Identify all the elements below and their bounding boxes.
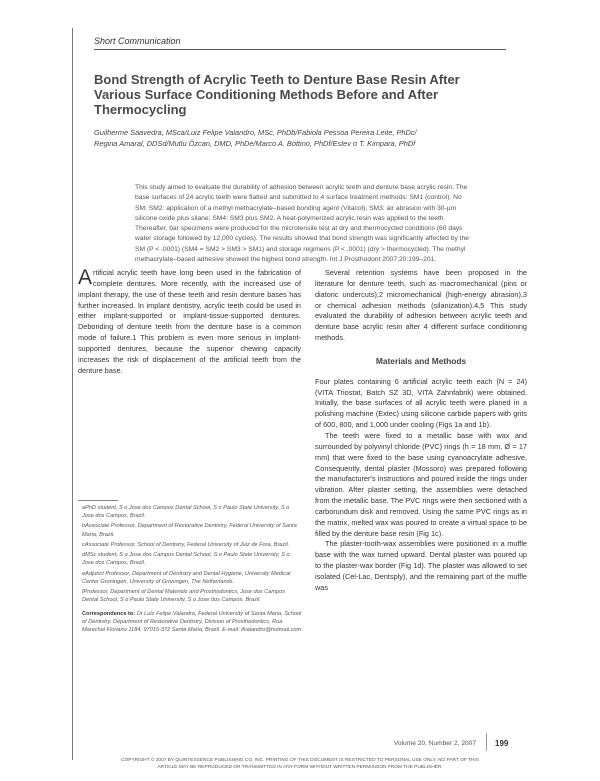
footnote: fProfessor, Department of Dental Materials and Prosthodontics, Jose dos Campos Dental School, S o Paulo State University, S o Jose dos Campos, Brazil. [82, 589, 286, 604]
footnote: bAssociate Professor, Department of Restorative Dentistry, Federal University of Santa Maria, Brazil. [82, 523, 297, 538]
author-list [94, 128, 514, 150]
section-label: Short Communication [94, 36, 181, 46]
intro-paragraph [78, 268, 301, 376]
body-paragraph: The plaster-tooth-wax assemblies were positioned in a muffle base with the wax turned upward. Dental plaster was poured up to the plaster-wax border (Fig 1d). The plaster was allowed to set isolated (Cel-Lac, Dentsply), and the remaining part of the muffle was [315, 539, 527, 592]
body-paragraph: Several retention systems have been proposed in the literature for denture teeth, such as macromechanical (pins or diatoric undercuts),2 micromechanical (high-energy abrasion),3 or chemical adhesion methods (silanization).4,5 This study evaluated the durability of adhesion between acrylic teeth and denture base acrylic resin after 4 different surface conditioning methods. [315, 268, 527, 343]
margin-rule [72, 28, 73, 760]
header-rule [94, 49, 506, 50]
body-paragraph: Four plates containing 6 artificial acrylic teeth each (N = 24) (VITA Triostat, Batch SZ 3D, VITA Zahnfabrik) were obtained. Initially, the base surfaces of all acrylic teeth were planed in a polishing machine (Extec) using silicone carbide papers with grits of 600, 800, and 1,000 under cooling (Figs 1a and 1b). [315, 376, 527, 430]
article-title: Bond Strength of Acrylic Teeth to Denture Base Resin After Various Surface Conditioning Methods Before and After Thermocycling [94, 72, 460, 117]
copyright-notice [30, 758, 570, 772]
intro-text: rtificial acrylic teeth have long been used in the fabrication of complete dentures. More recently, with the increased use of implant therapy, the use of these teeth and resin denture bases has further increased. In implant dentistry, acrylic teeth could be used in either implant-supported or implant-tissue-supported dentures. Debonding of denture teeth from the denture base is a common mode of failure.1 This problem is even more serious in implant-supported dentures, because the superior chewing capacity increases the risk of displacement of the artificial teeth from the denture base. [78, 268, 301, 375]
footnote: dMSc student, S o Jose dos Campos Dental School, S o Paulo State University, S o Jose dos Campos, Brazil. [82, 552, 290, 567]
body-paragraph: The teeth were fixed to a metallic base with wax and surrounded by polyvinyl chloride (PVC) rings (h = 18 mm, Ø = 17 mm) that were fixed to the base using cyanoacrylate adhesive. Consequently, dental plaster (Mossoro) was prepared following the manufacturer's instructions and poured inside the rings under vibration. After plaster setting, the assemblies were detached from the metallic base. The PVC rings were then sectioned with a carborundum disk and removed. Using the same PVC rings as in the matrix, melted wax was poured to create a virtual space to be filled by the denture base resin (Fig 1c). [315, 430, 527, 538]
footnotes [82, 504, 302, 636]
author-line: Guilherme Saavedra, MSca/Luiz Felipe Valandro, MSc, PhDb/Fabiola Pessoa Pereira Leite, PhDc/ [94, 128, 417, 137]
page-number: 199 [495, 739, 509, 748]
page-separator [486, 733, 487, 751]
correspondence-text: Dr Luiz Felipe Valandro, Federal University of Santa Maria, School of Dentistry, Department of Restorative Dentistry, Division of Prosthodontics, Rua Marechal Floriano 1184, 97015-372 Santa Maria, Brazil. E-mail: lfvalandro@hotmail.com [82, 610, 302, 633]
correspondence-label: Correspondence to: [82, 610, 136, 617]
copyright-line: COPYRIGHT © 2007 BY QUINTESSENCE PUBLISHING CO, INC. PRINTING OF THIS DOCUMENT IS RESTRICTED TO PERSONAL USE ONLY. NO PART OF THIS [121, 758, 479, 763]
author-line: Regina Amaral, DDSd/Mutlu Özcan, DMD, PhDe/Marco A. Bottino, PhDf/Estev o T. Kimpara, PhDf [94, 138, 416, 148]
footnote: cAssociate Professor, School of Dentistry, Federal University of Juiz de Fora, Brazil. [82, 541, 290, 548]
section-heading: Materials and Methods [375, 355, 467, 366]
right-column [315, 268, 527, 594]
abstract: This study aimed to evaluate the durability of adhesion between acrylic teeth and denture base acrylic resin. The base surfaces of 24 acrylic teeth were flatted and submitted to 4 surface treatment methods: SM1 (control): No SM; SM2: application of a methyl methacrylate–based bonding agent (Vitacol); SM3: air abrasion with 30-µm silicone oxide plus silane; SM4: SM3 plus SM2. A heat-polymerized acrylic resin was applied to the teeth. Thereafter, bar specimens were produced for the microtensile test at dry and thermocycled conditions (60 days water storage followed by 12,000 cycles). The results showed that bond strength was significantly affected by the SM (P < .0001) (SM4 = SM2 > SM3 > SM1) and storage regimens (P < .0001) (dry > thermocycled). The methyl methacrylate–based adhesive showed the highest bond strength. Int J Prosthodont 2007;20:199–201. [135, 184, 469, 263]
drop-cap: A [78, 266, 93, 289]
footnote-rule [78, 500, 118, 501]
correspondence [82, 610, 302, 634]
footnote: aPhD student, S o Jose dos Campos Dental School, S o Paulo State University, S o Jose dos Campos, Brazil. [82, 505, 290, 520]
left-column [78, 268, 301, 376]
copyright-line: ARTICLE MAY BE REPRODUCED OR TRANSMITTED IN ANY FORM WITHOUT WRITTEN PERMISSION FROM THE PUBLISHER. [157, 764, 443, 770]
footnote: eAdjunct Professor, Department of Dentistry and Dental Hygiene, University Medical Center Groningen, University of Groningen, The Netherlands. [82, 570, 291, 585]
journal-volume: Volume 20, Number 2, 2007 [393, 740, 476, 747]
